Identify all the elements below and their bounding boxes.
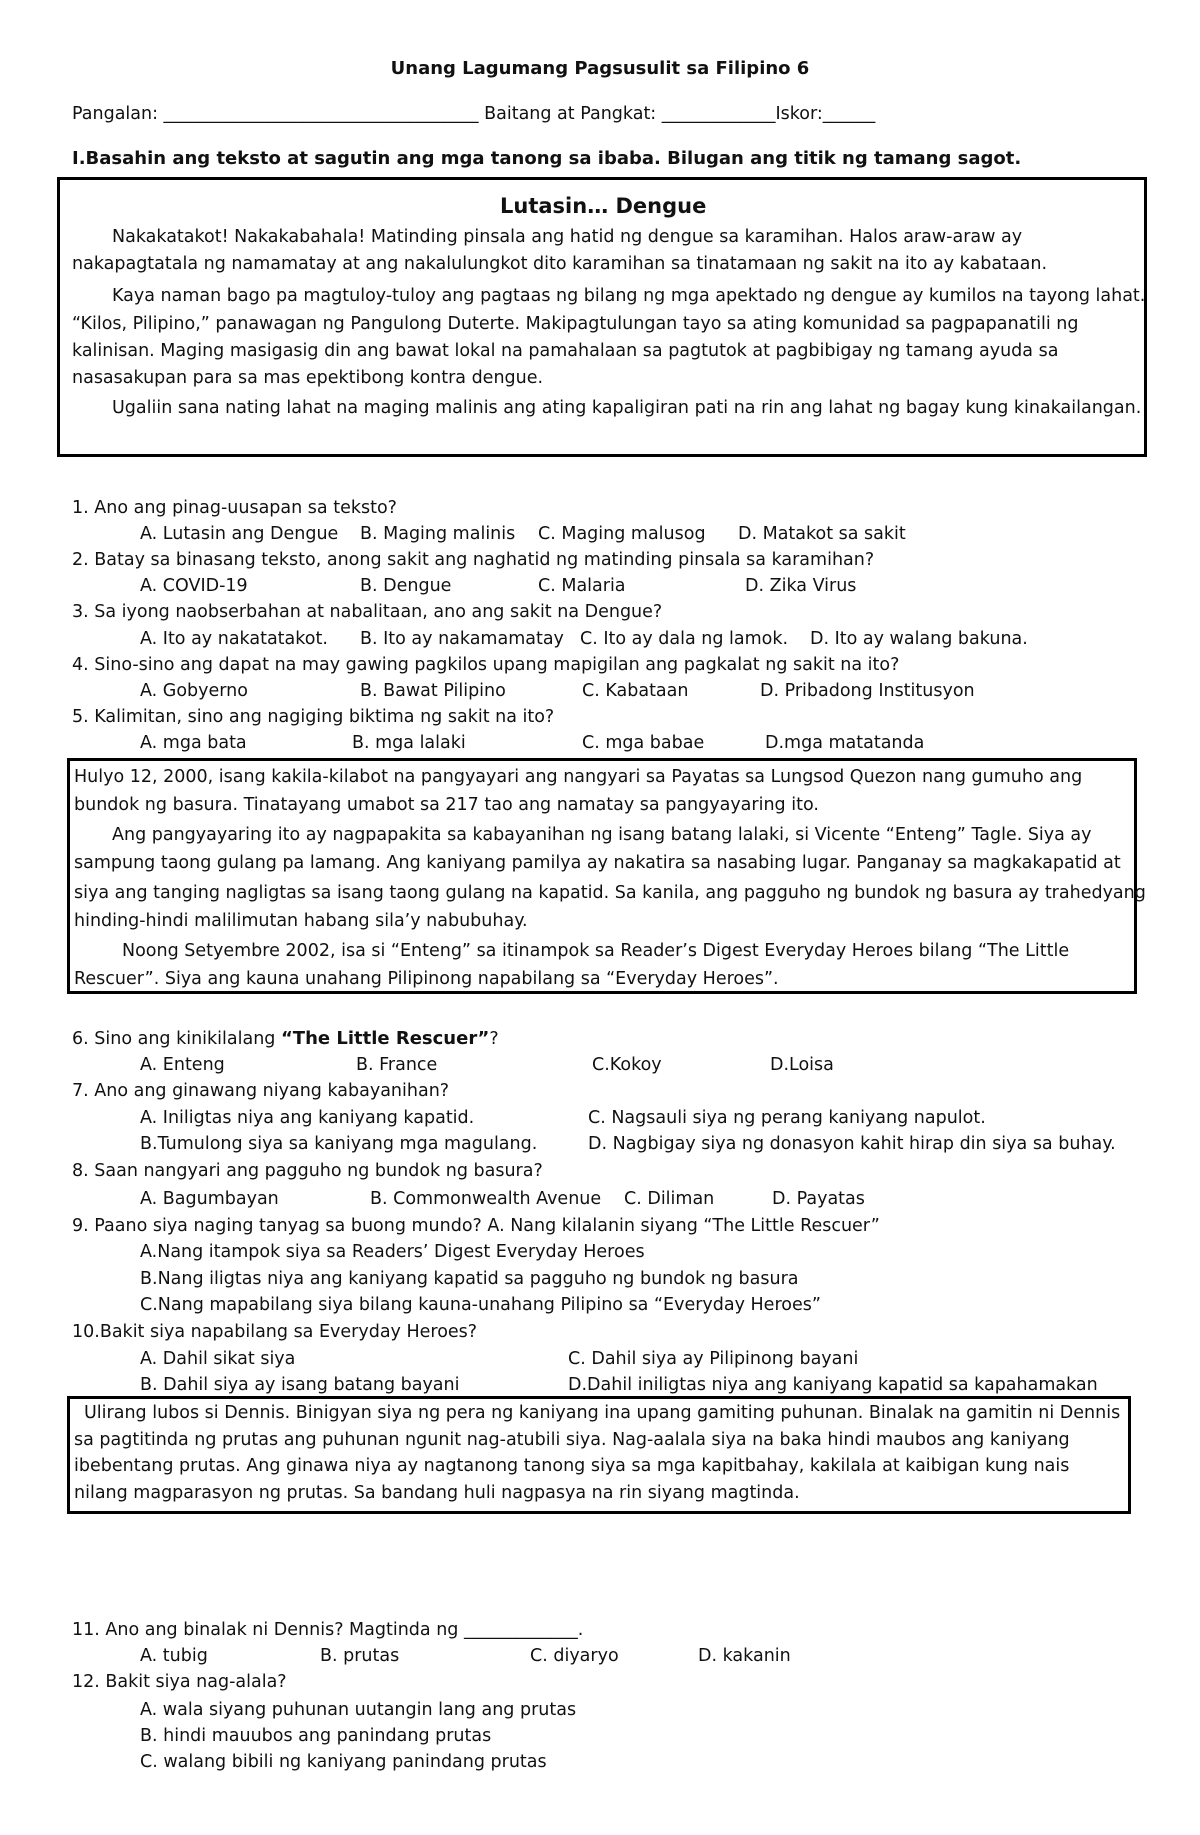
option-b[interactable]: B. hindi mauubos ang panindang prutas	[140, 1726, 492, 1746]
option-c[interactable]: C.Kokoy	[592, 1055, 662, 1075]
option-c[interactable]: C. Ito ay dala ng lamok.	[580, 629, 789, 649]
option-a[interactable]: A. Lutasin ang Dengue	[140, 524, 339, 544]
page-title: Unang Lagumang Pagsusulit sa Filipino 6	[390, 58, 810, 79]
question-4: 4. Sino-sino ang dapat na may gawing pagkilos upang mapigilan ang pagkalat ng sakit na ito?	[72, 655, 900, 675]
option-a[interactable]: A. Gobyerno	[140, 681, 248, 701]
option-a[interactable]: A. Dahil sikat siya	[140, 1349, 296, 1369]
option-d[interactable]: D. Matakot sa sakit	[738, 524, 906, 544]
question-1: 1. Ano ang pinag-uusapan sa teksto?	[72, 498, 397, 518]
passage-line: Ang pangyayaring ito ay nagpapakita sa kabayanihan ng isang batang lalaki, si Vicente “Enteng” Tagle. Siya ay	[112, 825, 1092, 845]
option-a[interactable]: A. tubig	[140, 1646, 208, 1666]
name-grade-score-line: Pangalan: ____________________________________ Baitang at Pangkat: _____________Iskor:______	[72, 104, 876, 124]
option-d[interactable]: D. Payatas	[772, 1189, 865, 1209]
question-6	[72, 1028, 499, 1049]
option-c[interactable]: C. mga babae	[582, 733, 705, 753]
option-a[interactable]: A. Ito ay nakatatakot.	[140, 629, 328, 649]
question-7: 7. Ano ang ginawang niyang kabayanihan?	[72, 1081, 450, 1101]
option-b[interactable]: B. Dengue	[360, 576, 452, 596]
instruction: I.Basahin ang teksto at sagutin ang mga tanong sa ibaba. Bilugan ang titik ng tamang sagot.	[72, 148, 1022, 169]
question-9: 9. Paano siya naging tanyag sa buong mundo? A. Nang kilalanin siyang “The Little Rescuer”	[72, 1216, 880, 1236]
passage-line: sa pagtitinda ng prutas ang puhunan ngunit nag-atubili siya. Nag-aalala siya na baka hindi maubos ang kaniyang	[74, 1430, 1070, 1450]
option-b[interactable]: B. Commonwealth Avenue	[370, 1189, 602, 1209]
option-a[interactable]: A. Iniligtas niya ang kaniyang kapatid.	[140, 1108, 475, 1128]
passage-line: Rescuer”. Siya ang kauna unahang Pilipinong napabilang sa “Everyday Heroes”.	[74, 969, 779, 989]
option-b[interactable]: B. Ito ay nakamamatay	[360, 629, 564, 649]
option-d[interactable]: D. Pribadong Institusyon	[760, 681, 975, 701]
passage-line: hinding-hindi malilimutan habang sila’y nabubuhay.	[74, 911, 528, 931]
option-d[interactable]: D.Loisa	[770, 1055, 834, 1075]
option-b[interactable]: B.Nang iligtas niya ang kaniyang kapatid sa pagguho ng bundok ng basura	[140, 1269, 799, 1289]
option-c[interactable]: C. Nagsauli siya ng perang kaniyang napulot.	[588, 1108, 986, 1128]
passage-dennis-box	[67, 1396, 1131, 1514]
question-5: 5. Kalimitan, sino ang nagiging biktima ng sakit na ito?	[72, 707, 555, 727]
option-b[interactable]: B. Bawat Pilipino	[360, 681, 506, 701]
option-c[interactable]: C.Nang mapabilang siya bilang kauna-unahang Pilipino sa “Everyday Heroes”	[140, 1295, 821, 1315]
option-c[interactable]: C. Kabataan	[582, 681, 689, 701]
option-b[interactable]: B. France	[356, 1055, 438, 1075]
passage-line: nasasakupan para sa mas epektibong kontra dengue.	[72, 368, 544, 388]
option-d[interactable]: D. Nagbigay siya ng donasyon kahit hirap din siya sa buhay.	[588, 1134, 1116, 1154]
question-6-text: 6. Sino ang kinikilalang	[72, 1029, 281, 1049]
option-d[interactable]: D. Zika Virus	[745, 576, 857, 596]
question-3: 3. Sa iyong naobserbahan at nabalitaan, ano ang sakit na Dengue?	[72, 602, 663, 622]
option-c[interactable]: C. Malaria	[538, 576, 626, 596]
passage-line: Ulirang lubos si Dennis. Binigyan siya ng pera ng kaniyang ina upang gamiting puhunan. Binalak na gamitin ni Dennis	[84, 1403, 1121, 1423]
option-c[interactable]: C. Dahil siya ay Pilipinong bayani	[568, 1349, 859, 1369]
passage-line: siya ang tanging nagligtas sa isang taong gulang na kapatid. Sa kanila, ang pagguho ng bundok ng basura ay trahedyang	[74, 883, 1146, 903]
option-b[interactable]: B.Tumulong siya sa kaniyang mga magulang.	[140, 1134, 538, 1154]
option-a[interactable]: A. mga bata	[140, 733, 247, 753]
question-6-bold: “The Little Rescuer”	[280, 1028, 490, 1049]
question-11: 11. Ano ang binalak ni Dennis? Magtinda ng _____________.	[72, 1620, 584, 1640]
passage-line: Kaya naman bago pa magtuloy-tuloy ang pagtaas ng bilang ng mga apektado ng dengue ay kumilos na tayong lahat.	[112, 286, 1146, 306]
passage-line: nilang magparasyon ng prutas. Sa bandang huli nagpasya na rin siyang magtinda.	[74, 1483, 800, 1503]
passage-line: kalinisan. Maging masigasig din ang bawat lokal na pamahalaan sa pagtutok at pagbibigay ng tamang ayuda sa	[72, 341, 1059, 361]
option-d[interactable]: D. Ito ay walang bakuna.	[810, 629, 1028, 649]
question-6-suffix: ?	[489, 1029, 499, 1049]
option-c[interactable]: C. Diliman	[624, 1189, 715, 1209]
passage-line: sampung taong gulang pa lamang. Ang kaniyang pamilya ay nakatira sa nasabing lugar. Panganay sa magkakapatid at	[74, 853, 1121, 873]
question-8: 8. Saan nangyari ang pagguho ng bundok ng basura?	[72, 1161, 543, 1181]
passage-dengue-box	[57, 177, 1147, 457]
option-d[interactable]: D.mga matatanda	[765, 733, 925, 753]
option-b[interactable]: B. Dahil siya ay isang batang bayani	[140, 1375, 460, 1395]
passage-line: “Kilos, Pilipino,” panawagan ng Pangulong Duterte. Makipagtulungan tayo sa ating komunidad sa pagpapanatili ng	[72, 314, 1079, 334]
question-12: 12. Bakit siya nag-alala?	[72, 1672, 287, 1692]
passage-line: Ugaliin sana nating lahat na maging malinis ang ating kapaligiran pati na rin ang lahat ng bagay kung kinakailangan.	[112, 398, 1142, 418]
option-a[interactable]: A. COVID-19	[140, 576, 248, 596]
question-10: 10.Bakit siya napabilang sa Everyday Heroes?	[72, 1322, 478, 1342]
passage-line: Nakakatakot! Nakakabahala! Matinding pinsala ang hatid ng dengue sa karamihan. Halos araw-araw ay	[112, 227, 1023, 247]
option-b[interactable]: B. mga lalaki	[352, 733, 466, 753]
option-c[interactable]: C. Maging malusog	[538, 524, 706, 544]
passage-line: Hulyo 12, 2000, isang kakila-kilabot na pangyayari ang nangyari sa Payatas sa Lungsod Quezon nang gumuho ang	[74, 767, 1083, 787]
option-a[interactable]: A.Nang itampok siya sa Readers’ Digest Everyday Heroes	[140, 1242, 645, 1262]
option-c[interactable]: C. walang bibili ng kaniyang panindang prutas	[140, 1752, 547, 1772]
option-b[interactable]: B. prutas	[320, 1646, 400, 1666]
passage-line: bundok ng basura. Tinatayang umabot sa 217 tao ang namatay sa pangyayaring ito.	[74, 795, 819, 815]
passage-line: nakapagtatala ng namamatay at ang nakalulungkot dito karamihan sa tinatamaan ng sakit na ito ay kabataan.	[72, 254, 1048, 274]
option-a[interactable]: A. Enteng	[140, 1055, 225, 1075]
passage-line: ibebentang prutas. Ang ginawa niya ay nagtanong tanong siya sa mga kapitbahay, kakilala at kaibigan kung nais	[74, 1456, 1070, 1476]
option-b[interactable]: B. Maging malinis	[360, 524, 516, 544]
passage-line: Noong Setyembre 2002, isa si “Enteng” sa itinampok sa Reader’s Digest Everyday Heroes bilang “The Little	[122, 941, 1070, 961]
option-d[interactable]: D. kakanin	[698, 1646, 791, 1666]
option-c[interactable]: C. diyaryo	[530, 1646, 619, 1666]
passage-title: Lutasin… Dengue	[500, 194, 707, 218]
passage-payatas-box	[67, 758, 1146, 994]
option-a[interactable]: A. Bagumbayan	[140, 1189, 279, 1209]
question-2: 2. Batay sa binasang teksto, anong sakit ang naghatid ng matinding pinsala sa karamihan?	[72, 550, 875, 570]
option-a[interactable]: A. wala siyang puhunan uutangin lang ang prutas	[140, 1700, 577, 1720]
option-d[interactable]: D.Dahil iniligtas niya ang kaniyang kapatid sa kapahamakan	[568, 1375, 1098, 1395]
